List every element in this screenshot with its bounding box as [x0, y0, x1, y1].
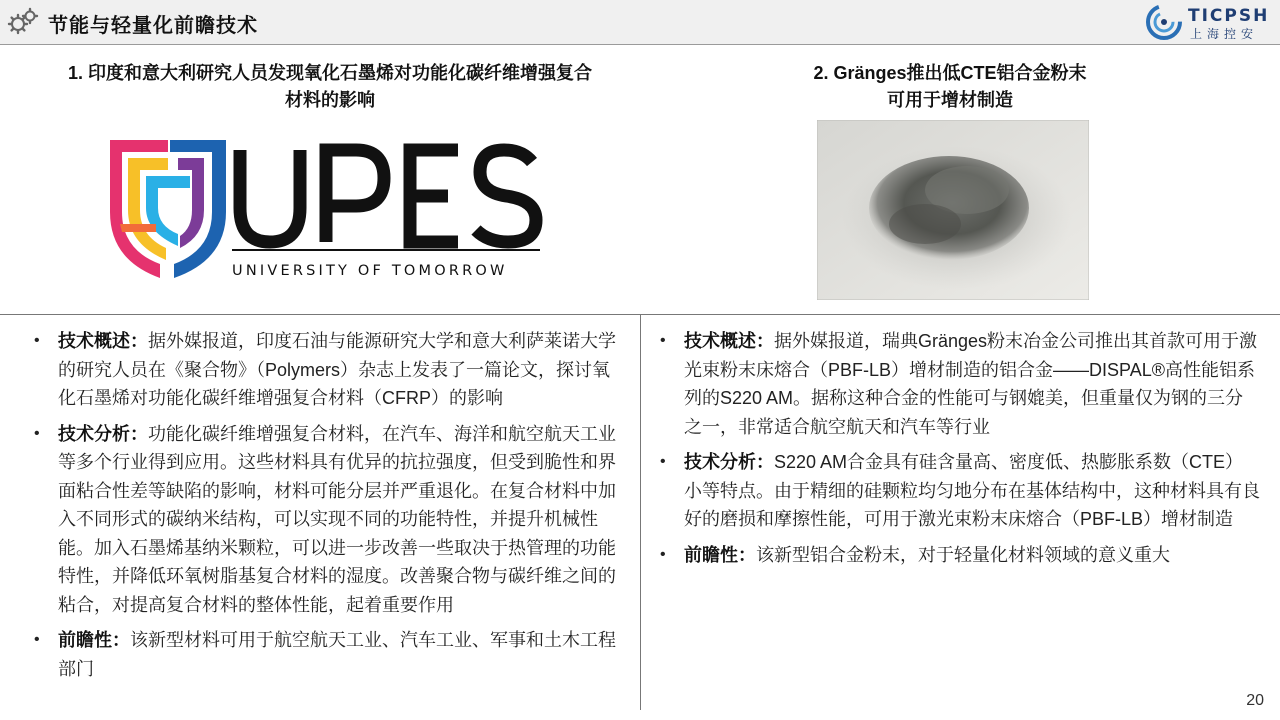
- aluminium-powder-photo: [817, 120, 1089, 300]
- upes-shield-emblem: [110, 140, 226, 278]
- right-bullet-list: [656, 327, 1260, 576]
- page-number: 20: [1246, 692, 1264, 709]
- slide-title: 节能与轻量化前瞻技术: [48, 15, 258, 37]
- brand-name-en: TICPSH: [1188, 6, 1270, 26]
- list-item: • 技术分析：功能化碳纤维增强复合材料，在汽车、海洋和航空航天工业等多个行业得到应用。这些材料具有优异的抗拉强度，但受到脆性和界面粘合性差等缺陷的影响，材料可能分层并严重退化。在复合材料中加入不同形式的碳纳米结构，可以实现不同的功能特性，并提升机械性能。加入石墨烯基纳米颗粒，可以进一步改善一些取决于热管理的功能特性，并降低环氧树脂基复合材料的湿度。改善聚合物与碳纤维之间的粘合，对提高复合材料的整体性能，起着重要作用: [30, 420, 626, 620]
- ticpsh-logo-icon: [1146, 4, 1182, 40]
- bullet-dot-icon: •: [660, 332, 666, 349]
- list-item: • 技术概述：据外媒报道，瑞典Gränges粉末冶金公司推出其首款可用于激光束粉末床熔合（PBF-LB）增材制造的铝合金——DISPAL®高性能铝系列的S220 AM。据称这种合金的性能可与钢媲美，但重量仅为钢的三分之一，非常适合航空航天和汽车等行业: [656, 327, 1260, 441]
- upes-tagline: UNIVERSITY OF TOMORROW: [232, 263, 508, 279]
- left-column-title: 1. 印度和意大利研究人员发现氧化石墨烯对功能化碳纤维增强复合 材料的影响: [67, 63, 592, 110]
- header-bar: [0, 0, 1280, 45]
- bullet-dot-icon: •: [34, 631, 40, 648]
- left-bullet-list: [30, 327, 626, 690]
- gears-icon: [6, 6, 40, 38]
- bullet-dot-icon: •: [660, 453, 666, 470]
- brand-logo: [1146, 4, 1270, 41]
- bullet-dot-icon: •: [34, 332, 40, 349]
- bullet-dot-icon: •: [660, 545, 666, 563]
- list-item: • 技术概述：据外媒报道，印度石油与能源研究大学和意大利萨莱诺大学的研究人员在《聚合物》（Polymers）杂志上发表了一篇论文，探讨氧化石墨烯对功能化碳纤维增强复合材料（CFRP）的影响: [30, 327, 626, 413]
- bullet-dot-icon: •: [34, 424, 40, 442]
- upes-logo-image: [108, 132, 548, 282]
- brand-name-cn: 上海控安: [1190, 27, 1259, 41]
- list-item: • 前瞻性：该新型材料可用于航空航天工业、汽车工业、军事和土木工程部门: [30, 626, 626, 683]
- section-divider-vertical: [640, 314, 641, 710]
- list-item: • 前瞻性：该新型铝合金粉末，对于轻量化材料领域的意义重大: [656, 541, 1260, 570]
- list-item: • 技术分析：S220 AM合金具有硅含量高、密度低、热膨胀系数（CTE）小等特点。由于精细的硅颗粒均匀地分布在基体结构中，这种材料具有良好的磨损和摩擦性能，可用于激光束粉末床熔合（PBF-LB）增材制造: [656, 448, 1260, 534]
- right-column-title: 2. Gränges推出低CTE铝合金粉末 可用于增材制造: [813, 63, 1087, 110]
